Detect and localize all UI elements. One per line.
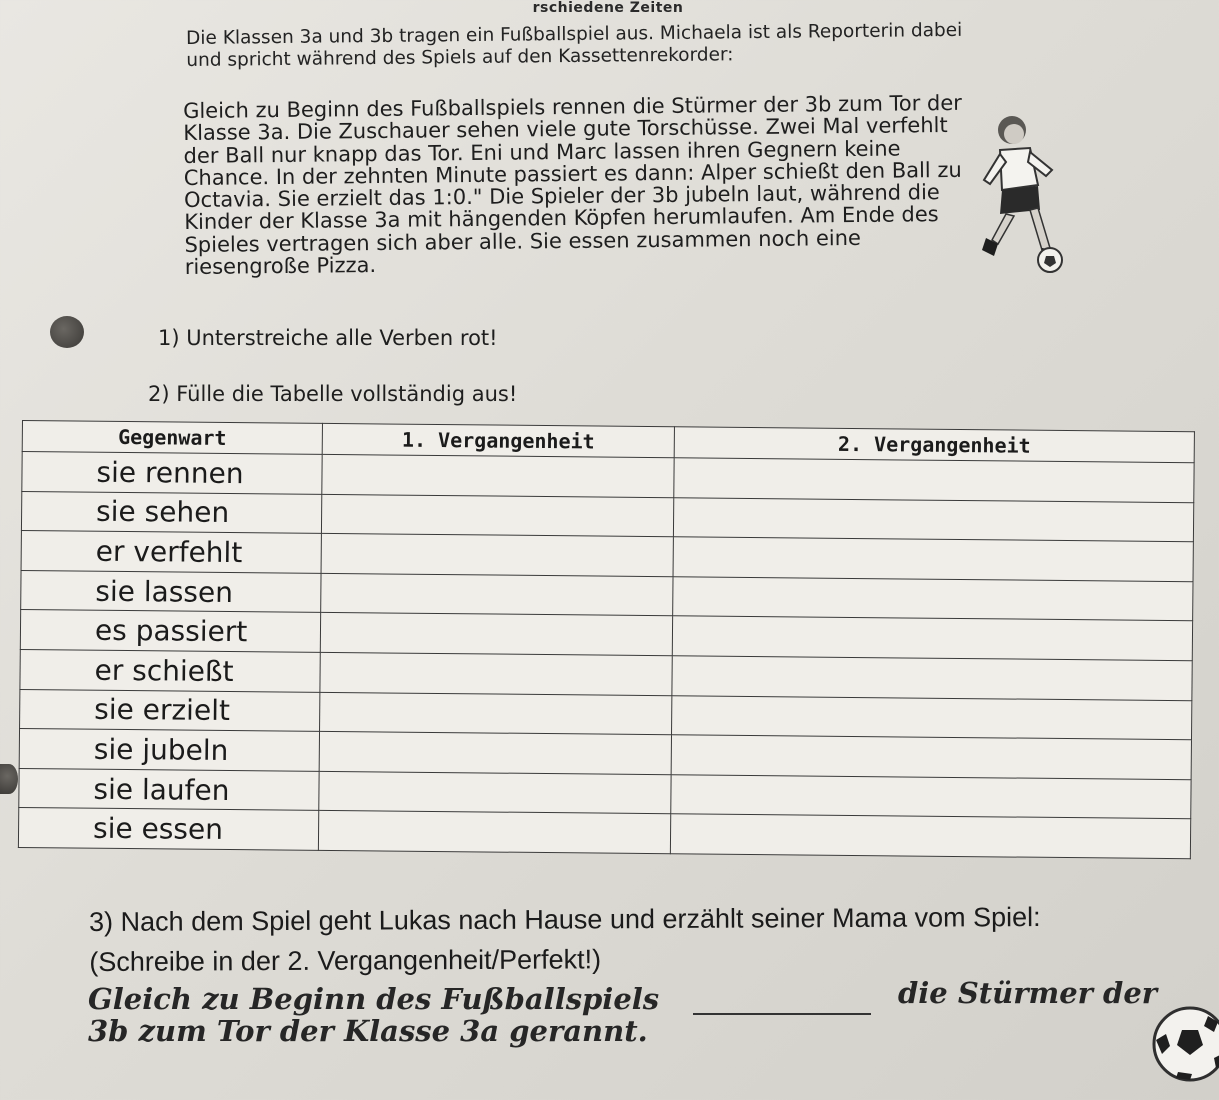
fill-in-blank[interactable] <box>693 1013 871 1015</box>
header-1-vergangenheit: 1. Vergangenheit <box>322 423 674 457</box>
handwritten-line-2: 3b zum Tor der Klasse 3a gerannt. <box>88 1014 648 1048</box>
present-verb: sie lassen <box>21 570 321 612</box>
answer-cell-past2[interactable] <box>673 577 1193 622</box>
answer-cell-past1[interactable] <box>320 692 672 735</box>
present-verb: es passiert <box>20 610 320 652</box>
answer-cell-past1[interactable] <box>318 811 670 854</box>
task-1: 1) Unterstreiche alle Verben rot! <box>158 326 498 350</box>
answer-cell-past1[interactable] <box>319 771 671 814</box>
present-verb: er verfehlt <box>21 531 321 573</box>
present-verb: sie erzielt <box>20 689 320 731</box>
handwritten-line-1-start: Gleich zu Beginn des Fußballspiels <box>88 982 660 1016</box>
answer-cell-past2[interactable] <box>674 458 1194 503</box>
answer-cell-past1[interactable] <box>321 573 673 616</box>
punch-hole <box>50 316 84 348</box>
present-verb: er schießt <box>20 649 320 691</box>
soccer-ball-icon <box>1148 1000 1219 1084</box>
answer-cell-past2[interactable] <box>673 537 1193 582</box>
answer-cell-past2[interactable] <box>672 656 1192 701</box>
verb-table <box>18 420 1194 859</box>
punch-hole <box>0 764 18 794</box>
answer-cell-past2[interactable] <box>673 497 1193 542</box>
present-verb: sie essen <box>18 808 318 851</box>
answer-cell-past1[interactable] <box>320 652 672 695</box>
present-verb: sie jubeln <box>19 729 319 771</box>
answer-cell-past2[interactable] <box>671 774 1191 819</box>
answer-cell-past1[interactable] <box>320 613 672 656</box>
answer-cell-past2[interactable] <box>672 695 1192 740</box>
task-2: 2) Fülle die Tabelle vollständig aus! <box>148 382 518 406</box>
story-text: Gleich zu Beginn des Fußballspiels rennen die Stürmer der 3b zum Tor der Klasse 3a. Die Zuschauer sehen viele gute Torschüsse. Zwei Mal verfehlt der Ball nur knapp das Tor. Eni und Marc lassen ihren Gegnern keine Chance. In der zehnten Minute passiert es dann: Alper schießt den Ball zu Octavia. Sie erzielt das 1:0." Die Spieler der 3b jubeln laut, während die Kinder der Klasse 3a mit hängenden Köpfen herumlaufen. Am Ende des Spieles vertragen sich aber alle. Sie essen zusammen noch eine riesengroße Pizza. <box>182 90 962 280</box>
handwritten-line-1-end: die Stürmer der <box>898 976 1158 1010</box>
footballer-illustration <box>970 110 1070 280</box>
task-3: 3) Nach dem Spiel geht Lukas nach Hause und erzählt seiner Mama vom Spiel: (Schreibe in der 2. Vergangenheit/Perfekt!) <box>89 902 1041 977</box>
present-verb: sie laufen <box>19 768 319 810</box>
answer-cell-past2[interactable] <box>670 814 1190 859</box>
present-verb: sie rennen <box>22 452 322 494</box>
answer-cell-past2[interactable] <box>672 616 1192 661</box>
answer-cell-past1[interactable] <box>319 732 671 775</box>
answer-cell-past1[interactable] <box>321 534 673 577</box>
answer-cell-past1[interactable] <box>322 454 674 497</box>
header-gegenwart: Gegenwart <box>22 421 322 455</box>
section-title: rschiedene Zeiten <box>532 0 684 16</box>
present-verb: sie sehen <box>21 491 321 533</box>
answer-cell-past2[interactable] <box>671 735 1191 780</box>
intro-text: Die Klassen 3a und 3b tragen ein Fußballspiel aus. Michaela ist als Reporterin dabei und spricht während des Spiels auf den Kassettenrekorder: <box>186 19 963 71</box>
answer-cell-past1[interactable] <box>321 494 673 537</box>
header-2-vergangenheit: 2. Vergangenheit <box>674 427 1194 463</box>
